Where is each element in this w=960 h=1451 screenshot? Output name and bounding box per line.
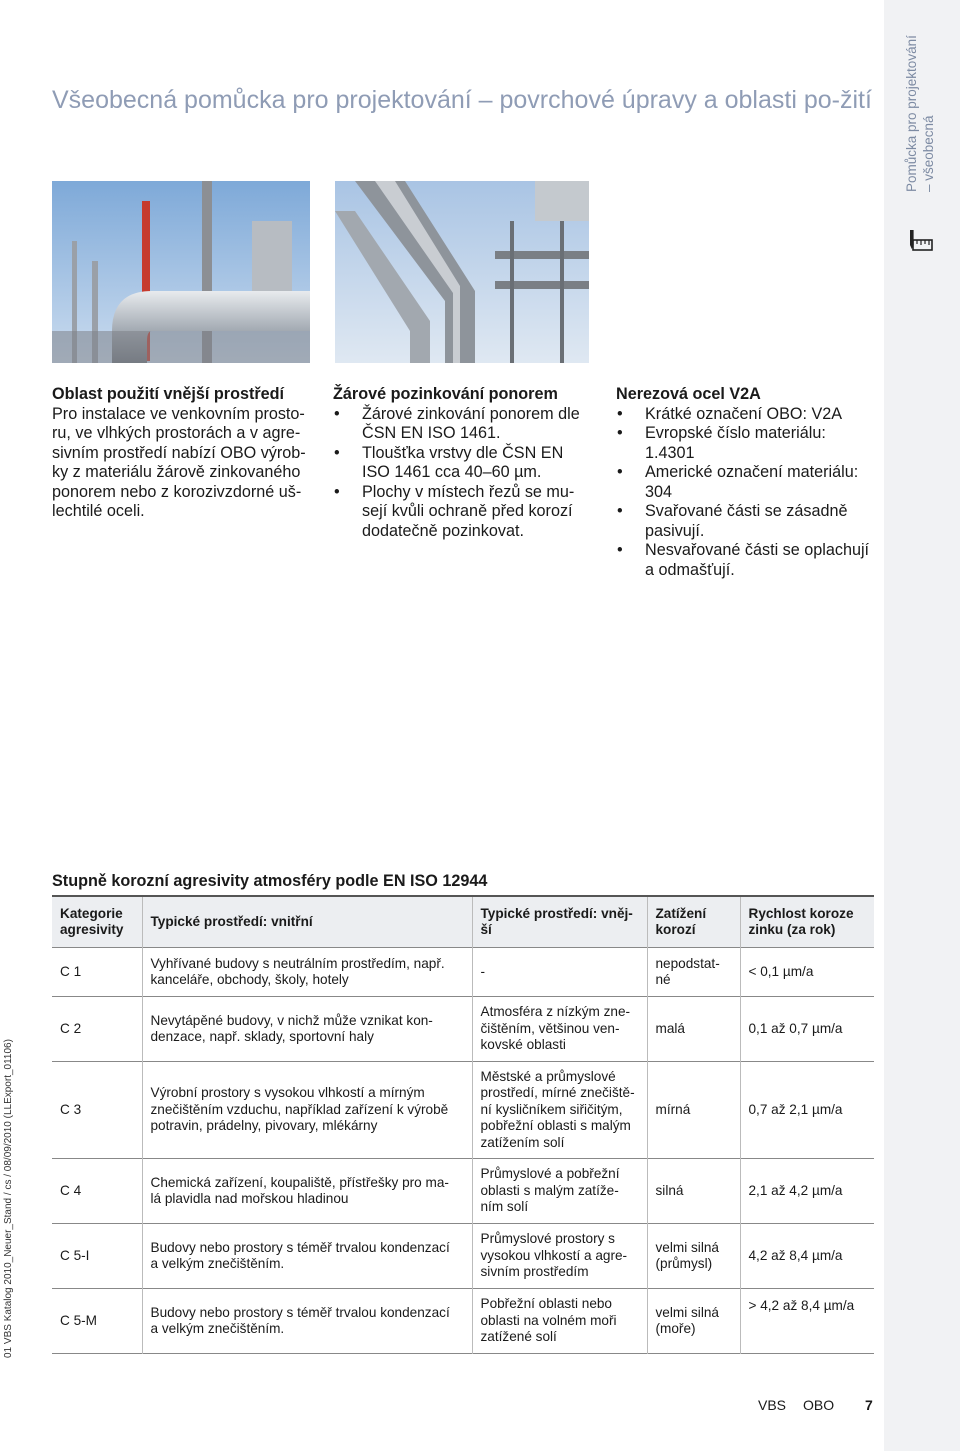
bullet-list (333, 405, 598, 542)
cell-exterior: Průmyslové prostory s vysokou vlhkostí a agre- sivním prostředím (472, 1224, 647, 1289)
cell-interior: Výrobní prostory s vysokou vlhkostí a mírným znečištěním vzduchu, například zařízení k výrobě potravin, prádelny, pivovary, mlékárny (142, 1062, 472, 1159)
column-heading: Žárové pozinkování ponorem (333, 385, 558, 403)
corrosion-table (52, 895, 874, 1354)
bullet-line: ISO 1461 cca 40–60 µm. (362, 463, 542, 481)
cell-rate: 2,1 až 4,2 µm/a (740, 1159, 874, 1224)
bullet-item (333, 405, 598, 444)
cell-exterior: Pobřežní oblasti nebo oblasti na volném moři zatížené solí (472, 1289, 647, 1354)
bullet-line: dodatečně pozinkovat. (362, 521, 524, 540)
cell-exterior: Průmyslové a pobřežní oblasti s malým zatíže- ním solí (472, 1159, 647, 1224)
bullet-line: Svařované části se zásadně (645, 502, 848, 520)
paragraph-line: Pro instalace ve venkovním prosto- (52, 404, 305, 423)
bullet-item (616, 502, 886, 541)
table-row (52, 1159, 874, 1224)
bullet-item (333, 483, 598, 542)
column-stainless (616, 385, 886, 580)
cell-load: nepodstat- né (647, 948, 740, 997)
photo-industrial-pipes (52, 181, 310, 363)
table-header-row (52, 896, 874, 948)
bullet-line: 304 (645, 482, 673, 501)
bullet-item (616, 405, 886, 425)
cell-rate: > 4,2 až 8,4 µm/a (740, 1289, 874, 1354)
cell-exterior: Městské a průmyslové prostředí, mírné znečiště- ní kysličníkem siřičitým, pobřežní oblasti s malým zatížením solí (472, 1062, 647, 1159)
cell-load: malá (647, 997, 740, 1062)
photo-pipe-rack (335, 181, 589, 363)
paragraph-line: lechtilé oceli. (52, 502, 145, 520)
ruler-pencil-icon (909, 229, 933, 251)
bullet-item (616, 463, 886, 502)
page-number: 7 (865, 1397, 873, 1413)
column-hot-dip (333, 385, 598, 541)
cell-interior: Budovy nebo prostory s téměř trvalou kondenzací a velkým znečištěním. (142, 1224, 472, 1289)
bullet-line: Evropské číslo materiálu: (645, 424, 826, 442)
bullet-line: Tloušťka vrstvy dle ČSN EN (362, 443, 564, 462)
header-load: Zatížení korozí (647, 896, 740, 948)
paragraph-line: ky z materiálu žárově zinkovaného (52, 463, 301, 481)
table-row (52, 1289, 874, 1354)
bullet-list (616, 405, 886, 581)
footer-brand-obo: OBO (803, 1397, 835, 1413)
header-category: Kategorie agresivity (52, 896, 142, 948)
page-title: Všeobecná pomůcka pro projektování – povrchové úpravy a oblasti po-žití (52, 86, 872, 114)
table-row (52, 997, 874, 1062)
cell-category: C 3 (60, 1101, 82, 1117)
bullet-line: Plochy v místech řezů se mu- (362, 482, 575, 501)
bullet-line: Žárové zinkování ponorem dle (362, 404, 580, 423)
paragraph-line: ru, ve vlhkých prostorách a v agre- (52, 424, 301, 442)
bullet-line: Krátké označení OBO: V2A (645, 404, 843, 423)
cell-rate: 4,2 až 8,4 µm/a (740, 1224, 874, 1289)
cell-interior: Budovy nebo prostory s téměř trvalou kondenzací a velkým znečištěním. (142, 1289, 472, 1354)
cell-interior: Nevytápěné budovy, v nichž může vznikat kon- denzace, např. sklady, sportovní haly (142, 997, 472, 1062)
column-exterior (52, 385, 312, 522)
column-paragraph (52, 405, 312, 522)
bullet-item (616, 541, 886, 580)
table-row (52, 1224, 874, 1289)
section-label-line1: Pomůcka pro projektování (904, 35, 919, 192)
cell-category: C 4 (60, 1182, 82, 1198)
paragraph-line: ponorem nebo z korozivzdorné uš- (52, 482, 302, 501)
section-label-line2: – všeobecná (921, 115, 936, 192)
cell-load: velmi silná (průmysl) (647, 1224, 740, 1289)
table-row (52, 948, 874, 997)
section-label (903, 35, 937, 192)
header-interior: Typické prostředí: vnitřní (142, 896, 472, 948)
column-heading: Nerezová ocel V2A (616, 385, 761, 403)
cell-load: silná (647, 1159, 740, 1224)
bullet-line: pasivují. (645, 521, 705, 540)
footer-code: 01 VBS Katalog 2010_Neuer_Stand / cs / 08/09/2010 (LLExport_01106) (3, 1039, 14, 1358)
cell-category: C 5-M (60, 1312, 98, 1328)
bullet-item (333, 444, 598, 483)
sidebar-strip (884, 0, 960, 1451)
bullet-line: Americké označení materiálu: (645, 463, 859, 481)
bullet-line: Nesvařované části se oplachují (645, 541, 870, 559)
bullet-line: a odmašťují. (645, 560, 735, 579)
column-heading: Oblast použití vnější prostředí (52, 385, 285, 403)
cell-load: mírná (647, 1062, 740, 1159)
cell-interior: Chemická zařízení, koupaliště, přístřešky pro ma- lá plavidla nad mořskou hladinou (142, 1159, 472, 1224)
cell-exterior: - (472, 948, 647, 997)
cell-category: C 5-I (60, 1247, 90, 1263)
bullet-line: 1.4301 (645, 443, 695, 462)
header-exterior: Typické prostředí: vněj- ší (472, 896, 647, 948)
cell-load: velmi silná (moře) (647, 1289, 740, 1354)
footer-brand-vbs: VBS (758, 1397, 787, 1413)
bullet-item (616, 424, 886, 463)
cell-category: C 1 (60, 963, 82, 979)
header-rate: Rychlost koroze zinku (za rok) (740, 896, 874, 948)
table-title: Stupně korozní agresivity atmosféry podle EN ISO 12944 (52, 872, 488, 890)
cell-interior: Vyhřívané budovy s neutrálním prostředím, např. kanceláře, obchody, školy, hotely (142, 948, 472, 997)
cell-exterior: Atmosféra z nízkým zne- čištěním, většinou ven- kovské oblasti (472, 997, 647, 1062)
cell-rate: 0,1 až 0,7 µm/a (740, 997, 874, 1062)
paragraph-line: sivním prostředí nabízí OBO výrob- (52, 443, 306, 462)
cell-category: C 2 (60, 1020, 82, 1036)
cell-rate: < 0,1 µm/a (740, 948, 874, 997)
table-row (52, 1062, 874, 1159)
bullet-line: sejí kvůli ochraně před korozí (362, 502, 573, 520)
bullet-line: ČSN EN ISO 1461. (362, 424, 501, 442)
cell-rate: 0,7 až 2,1 µm/a (740, 1062, 874, 1159)
